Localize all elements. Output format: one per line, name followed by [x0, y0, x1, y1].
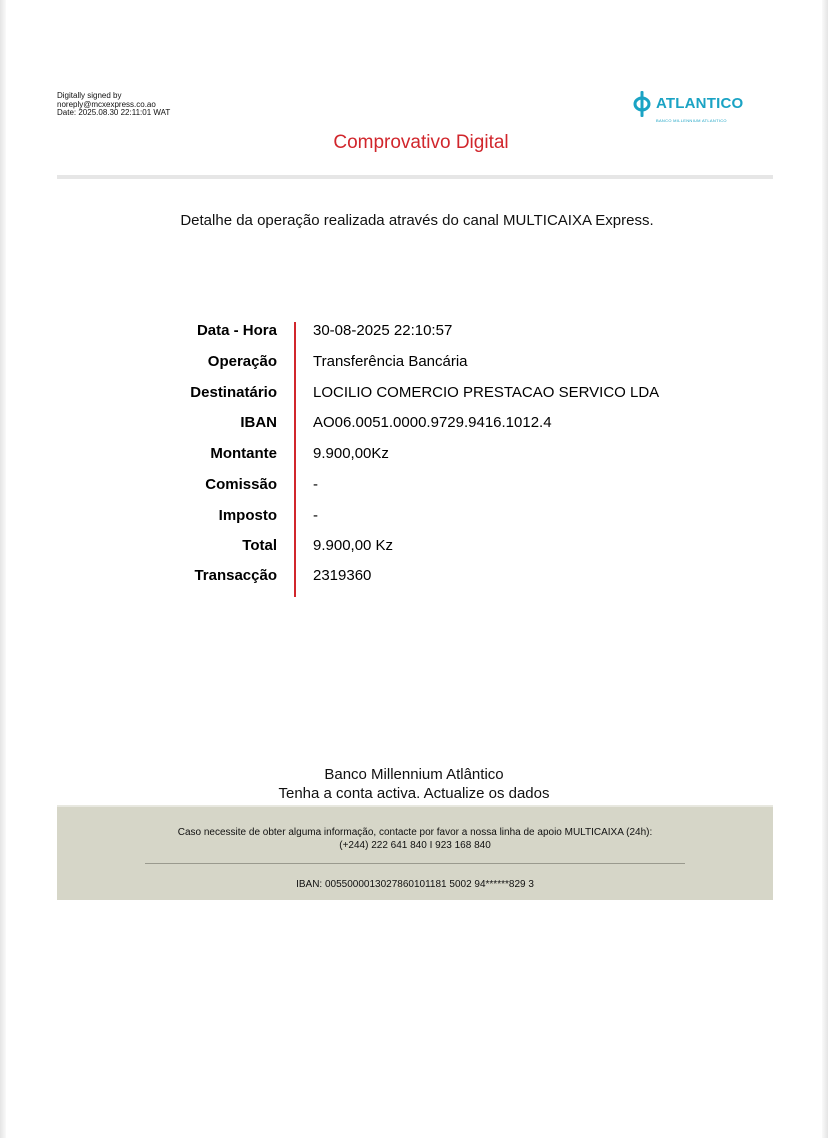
detail-label: Comissão	[205, 476, 277, 493]
detail-label: IBAN	[240, 414, 277, 431]
detail-row-operation	[0, 353, 828, 375]
signature-line-2: noreply@mcxexpress.co.ao	[57, 99, 156, 109]
footer-support-box	[57, 805, 773, 900]
detail-label: Montante	[210, 445, 277, 462]
logo-name: ATLANTICO	[656, 95, 744, 112]
detail-value: 30-08-2025 22:10:57	[313, 322, 453, 339]
header-divider	[57, 175, 773, 179]
detail-label: Imposto	[218, 507, 277, 524]
detail-row-iban	[0, 414, 828, 436]
signature-line-3: Date: 2025.08.30 22:11:01 WAT	[57, 108, 171, 117]
operation-intro: Detalhe da operação realizada através do canal MULTICAIXA Express.	[180, 212, 654, 229]
detail-row-commission	[0, 476, 828, 498]
detail-row-tax	[0, 507, 828, 529]
detail-label: Data - Hora	[196, 322, 277, 339]
detail-value: -	[313, 507, 318, 524]
detail-label: Destinatário	[190, 384, 277, 401]
support-contact	[57, 826, 773, 852]
detail-value: Transferência Bancária	[313, 353, 468, 370]
support-phone-numbers: (+244) 222 641 840 I 923 168 840	[339, 840, 491, 851]
support-contact-line-1: Caso necessite de obter alguma informação, contacte por favor a nossa linha de apoio MULTICAIXA (24h):	[177, 827, 653, 838]
detail-value: -	[313, 476, 318, 493]
detail-label: Operação	[207, 353, 277, 370]
detail-value: 9.900,00 Kz	[313, 537, 394, 554]
logo-tagline: BANCO MILLENNIUM ATLANTICO	[656, 118, 727, 123]
detail-label: Total	[242, 537, 277, 554]
bank-name: Banco Millennium Atlântico	[324, 766, 504, 783]
detail-row-date-time	[0, 322, 828, 344]
document-title: Comprovativo Digital	[333, 132, 509, 153]
footer-divider	[145, 863, 685, 864]
detail-value: 2319360	[313, 567, 372, 584]
signature-line-1: Digitally signed by	[57, 91, 122, 100]
detail-row-total	[0, 537, 828, 559]
detail-row-transaction	[0, 567, 828, 589]
detail-value: AO06.0051.0000.9729.9416.1012.4	[313, 414, 552, 431]
detail-row-amount	[0, 445, 828, 467]
atlantico-logo-icon	[632, 90, 652, 118]
detail-row-recipient	[0, 384, 828, 406]
footer-iban: IBAN: 0055000013027860101181 5002 94******829 3	[296, 879, 534, 890]
digital-signature	[57, 92, 170, 118]
detail-label: Transacção	[194, 567, 277, 584]
bank-slogan: Tenha a conta activa. Actualize os dados	[278, 785, 550, 802]
detail-value: LOCILIO COMERCIO PRESTACAO SERVICO LDA	[313, 384, 660, 401]
atlantico-logo	[632, 90, 742, 126]
detail-value: 9.900,00Kz	[313, 445, 389, 462]
